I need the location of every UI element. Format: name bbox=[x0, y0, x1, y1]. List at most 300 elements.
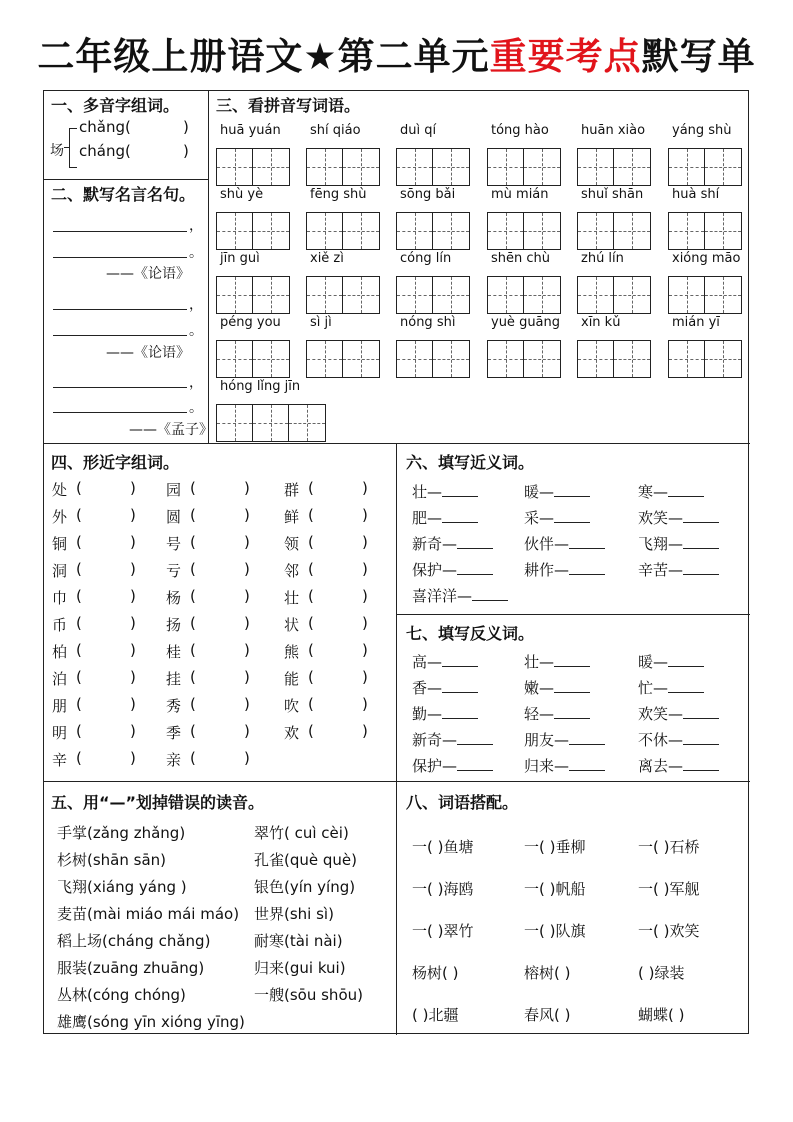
word-blank[interactable] bbox=[524, 533, 605, 554]
char-row[interactable] bbox=[52, 722, 162, 743]
char-row[interactable] bbox=[52, 668, 162, 689]
grid-cell[interactable] bbox=[343, 149, 379, 185]
char: 朋 bbox=[52, 697, 68, 715]
grid-cell[interactable] bbox=[669, 277, 705, 313]
char: 亲 bbox=[166, 751, 182, 769]
grid-cell[interactable] bbox=[397, 277, 433, 313]
answer-blank[interactable] bbox=[442, 679, 478, 693]
char-row[interactable] bbox=[284, 587, 394, 608]
section-title: 八、词语搭配。 bbox=[406, 793, 519, 812]
word-blank[interactable] bbox=[412, 651, 478, 672]
grid-cell[interactable] bbox=[705, 277, 741, 313]
writing-grid[interactable] bbox=[216, 276, 290, 314]
match-item[interactable]: 一( )队旗 bbox=[524, 922, 586, 940]
reading-choice[interactable]: 手掌(zǎng zhǎng) bbox=[57, 824, 186, 842]
grid-cell[interactable] bbox=[578, 213, 614, 249]
answer-blank[interactable] bbox=[442, 653, 478, 667]
grid-cell[interactable] bbox=[488, 341, 524, 377]
char-row[interactable] bbox=[52, 533, 162, 554]
grid-cell[interactable] bbox=[253, 405, 289, 441]
punctuation: 。 bbox=[189, 245, 203, 261]
match-item[interactable]: 一( )帆船 bbox=[524, 880, 586, 898]
reading-choice[interactable]: 雄鹰(sóng yīn xióng yīng) bbox=[57, 1013, 245, 1031]
section-title: 三、看拼音写词语。 bbox=[216, 96, 361, 115]
answer-blank[interactable] bbox=[442, 509, 478, 523]
pinyin-label: yuè guāng bbox=[491, 315, 561, 330]
grid-cell[interactable] bbox=[669, 213, 705, 249]
reading-row[interactable]: cháng( ) bbox=[79, 142, 189, 160]
writing-grid[interactable] bbox=[487, 148, 561, 186]
grid-cell[interactable] bbox=[614, 341, 650, 377]
grid-cell[interactable] bbox=[524, 277, 560, 313]
char-row[interactable] bbox=[52, 587, 162, 608]
answer-line[interactable] bbox=[53, 335, 187, 336]
answer-line[interactable] bbox=[53, 412, 187, 413]
char: 币 bbox=[52, 616, 68, 634]
word-blank[interactable] bbox=[412, 703, 478, 724]
writing-grid[interactable] bbox=[577, 212, 651, 250]
word-blank[interactable] bbox=[524, 677, 590, 698]
answer-blank[interactable] bbox=[569, 731, 605, 745]
answer-blank[interactable] bbox=[554, 483, 590, 497]
divider bbox=[396, 443, 397, 1035]
grid-cell[interactable] bbox=[343, 213, 379, 249]
grid-cell[interactable] bbox=[705, 213, 741, 249]
grid-cell[interactable] bbox=[578, 341, 614, 377]
word: 保护— bbox=[412, 757, 458, 775]
match-item[interactable]: ( )北疆 bbox=[412, 1006, 459, 1024]
grid-cell[interactable] bbox=[433, 277, 469, 313]
reading-choice[interactable]: 杉树(shān sān) bbox=[57, 851, 167, 869]
open-paren: ( bbox=[76, 479, 82, 497]
char-row[interactable] bbox=[284, 722, 394, 743]
writing-grid[interactable] bbox=[306, 148, 380, 186]
word: 高— bbox=[412, 653, 443, 671]
open-paren: ( bbox=[190, 614, 196, 632]
char-row[interactable] bbox=[52, 695, 162, 716]
grid-cell[interactable] bbox=[578, 149, 614, 185]
answer-blank[interactable] bbox=[683, 731, 719, 745]
reading-choice[interactable]: 归来(gui kui) bbox=[254, 959, 346, 977]
char-row[interactable] bbox=[166, 749, 276, 770]
grid-cell[interactable] bbox=[488, 149, 524, 185]
section-similar-chars bbox=[51, 452, 179, 474]
grid-cell[interactable] bbox=[488, 277, 524, 313]
word-blank[interactable] bbox=[524, 481, 590, 502]
answer-blank[interactable] bbox=[457, 731, 493, 745]
word-blank[interactable] bbox=[412, 533, 493, 554]
grid-cell[interactable] bbox=[705, 341, 741, 377]
grid-cell[interactable] bbox=[217, 341, 253, 377]
word-blank[interactable] bbox=[412, 481, 478, 502]
reading-row[interactable]: chǎng( ) bbox=[79, 118, 189, 136]
close-paren: ) bbox=[244, 722, 250, 740]
word: 喜洋洋— bbox=[412, 587, 473, 605]
grid-cell[interactable] bbox=[488, 213, 524, 249]
answer-blank[interactable] bbox=[683, 757, 719, 771]
reading-choice[interactable]: 飞翔(xiáng yáng ) bbox=[57, 878, 187, 896]
grid-cell[interactable] bbox=[307, 149, 343, 185]
answer-blank[interactable] bbox=[554, 679, 590, 693]
answer-blank[interactable] bbox=[683, 705, 719, 719]
char-row[interactable] bbox=[284, 695, 394, 716]
char: 外 bbox=[52, 508, 68, 526]
word: 保护— bbox=[412, 561, 458, 579]
writing-grid[interactable] bbox=[668, 340, 742, 378]
match-item[interactable]: 一( )鱼塘 bbox=[412, 838, 474, 856]
char-row[interactable] bbox=[166, 695, 276, 716]
answer-blank[interactable] bbox=[569, 535, 605, 549]
word: 嫩— bbox=[524, 679, 555, 697]
section-word-match bbox=[406, 792, 518, 814]
word-blank[interactable] bbox=[524, 651, 590, 672]
section-synonyms bbox=[406, 452, 534, 474]
char: 辛 bbox=[52, 751, 68, 769]
writing-grid[interactable] bbox=[577, 276, 651, 314]
section-title: 一、多音字组词。 bbox=[51, 96, 180, 115]
close-paren: ) bbox=[244, 668, 250, 686]
char-row[interactable] bbox=[52, 479, 162, 500]
writing-grid[interactable] bbox=[396, 212, 470, 250]
match-item[interactable]: 蝴蝶( ) bbox=[638, 1006, 685, 1024]
writing-grid[interactable] bbox=[216, 404, 326, 442]
char-row[interactable] bbox=[284, 560, 394, 581]
pinyin-label: cóng lín bbox=[400, 251, 452, 266]
word-blank[interactable] bbox=[524, 755, 605, 776]
match-item[interactable]: 一( )军舰 bbox=[638, 880, 700, 898]
polyphonic-char: 场 bbox=[50, 143, 64, 159]
writing-grid[interactable] bbox=[396, 276, 470, 314]
grid-cell[interactable] bbox=[253, 149, 289, 185]
word-blank[interactable] bbox=[638, 507, 719, 528]
word: 离去— bbox=[638, 757, 684, 775]
close-paren: ) bbox=[130, 587, 136, 605]
pinyin-label: yáng shù bbox=[672, 123, 732, 138]
answer-line[interactable] bbox=[53, 309, 187, 310]
char: 巾 bbox=[52, 589, 68, 607]
word-blank[interactable] bbox=[524, 703, 590, 724]
grid-cell[interactable] bbox=[669, 149, 705, 185]
open-paren: ( bbox=[190, 533, 196, 551]
char-row[interactable] bbox=[166, 641, 276, 662]
answer-line[interactable] bbox=[53, 231, 187, 232]
match-item[interactable]: 一( )欢笑 bbox=[638, 922, 700, 940]
word-blank[interactable] bbox=[412, 755, 493, 776]
char-row[interactable] bbox=[166, 722, 276, 743]
grid-cell[interactable] bbox=[397, 213, 433, 249]
grid-cell[interactable] bbox=[614, 213, 650, 249]
grid-cell[interactable] bbox=[289, 405, 325, 441]
char-row[interactable] bbox=[52, 641, 162, 662]
close-paren: ) bbox=[362, 506, 368, 524]
pinyin-label: shēn chù bbox=[491, 251, 551, 266]
grid-cell[interactable] bbox=[433, 213, 469, 249]
answer-blank[interactable] bbox=[683, 561, 719, 575]
grid-cell[interactable] bbox=[524, 213, 560, 249]
punctuation: ， bbox=[189, 218, 203, 234]
word: 勤— bbox=[412, 705, 443, 723]
word-blank[interactable] bbox=[638, 729, 719, 750]
match-item[interactable]: 一( )石桥 bbox=[638, 838, 700, 856]
close-paren: ) bbox=[362, 614, 368, 632]
grid-cell[interactable] bbox=[253, 341, 289, 377]
writing-grid[interactable] bbox=[306, 276, 380, 314]
char-row[interactable] bbox=[166, 668, 276, 689]
writing-grid[interactable] bbox=[396, 148, 470, 186]
pinyin-label: zhú lín bbox=[581, 251, 624, 266]
open-paren: ( bbox=[190, 506, 196, 524]
word: 归来— bbox=[524, 757, 570, 775]
word-blank[interactable] bbox=[524, 559, 605, 580]
section-strike-wrong bbox=[51, 792, 264, 814]
divider bbox=[44, 179, 209, 180]
reading-choice[interactable]: 世界(shi sì) bbox=[254, 905, 334, 923]
pinyin-label: hóng lǐng jīn bbox=[220, 379, 301, 394]
answer-blank[interactable] bbox=[683, 535, 719, 549]
grid-cell[interactable] bbox=[614, 277, 650, 313]
char: 圆 bbox=[166, 508, 182, 526]
char-row[interactable] bbox=[52, 506, 162, 527]
writing-grid[interactable] bbox=[216, 212, 290, 250]
char-row[interactable] bbox=[284, 479, 394, 500]
grid-cell[interactable] bbox=[524, 149, 560, 185]
open-paren: ( bbox=[190, 749, 196, 767]
close-paren: ) bbox=[130, 533, 136, 551]
writing-grid[interactable] bbox=[487, 276, 561, 314]
writing-grid[interactable] bbox=[577, 340, 651, 378]
writing-grid[interactable] bbox=[577, 148, 651, 186]
open-paren: ( bbox=[308, 722, 314, 740]
page-title: 二年级上册语文★第二单元重要考点默写单 bbox=[37, 35, 756, 78]
grid-cell[interactable] bbox=[217, 405, 253, 441]
pinyin-label: sōng bǎi bbox=[400, 187, 456, 202]
word: 暖— bbox=[638, 653, 669, 671]
open-paren: ( bbox=[308, 614, 314, 632]
grid-cell[interactable] bbox=[524, 341, 560, 377]
reading-choice[interactable]: 银色(yín yíng) bbox=[254, 878, 356, 896]
close-paren: ) bbox=[244, 641, 250, 659]
pinyin-label: shuǐ shān bbox=[581, 187, 644, 202]
char-row[interactable] bbox=[52, 560, 162, 581]
pinyin-label: shí qiáo bbox=[310, 123, 361, 138]
grid-cell[interactable] bbox=[343, 277, 379, 313]
char: 能 bbox=[284, 670, 300, 688]
word: 新奇— bbox=[412, 731, 458, 749]
answer-line[interactable] bbox=[53, 387, 187, 388]
close-paren: ) bbox=[130, 560, 136, 578]
word-blank[interactable] bbox=[638, 481, 704, 502]
writing-grid[interactable] bbox=[487, 340, 561, 378]
word-blank[interactable] bbox=[638, 755, 719, 776]
char: 扬 bbox=[166, 616, 182, 634]
char: 处 bbox=[52, 481, 68, 499]
answer-blank[interactable] bbox=[554, 653, 590, 667]
close-paren: ) bbox=[244, 560, 250, 578]
match-item[interactable]: 春风( ) bbox=[524, 1006, 571, 1024]
close-paren: ) bbox=[130, 668, 136, 686]
close-paren: ) bbox=[244, 614, 250, 632]
writing-grid[interactable] bbox=[668, 212, 742, 250]
open-paren: ( bbox=[308, 506, 314, 524]
grid-cell[interactable] bbox=[578, 277, 614, 313]
reading-choice[interactable]: 稻上场(cháng chǎng) bbox=[57, 932, 211, 950]
word-blank[interactable] bbox=[412, 559, 493, 580]
grid-cell[interactable] bbox=[397, 149, 433, 185]
reading-choice[interactable]: 麦苗(mài miáo mái máo) bbox=[57, 905, 240, 923]
divider bbox=[44, 781, 750, 782]
reading-choice[interactable]: 服装(zuāng zhuāng) bbox=[57, 959, 205, 977]
grid-cell[interactable] bbox=[397, 341, 433, 377]
char-row[interactable] bbox=[284, 668, 394, 689]
open-paren: ( bbox=[308, 533, 314, 551]
answer-blank[interactable] bbox=[457, 535, 493, 549]
grid-cell[interactable] bbox=[433, 149, 469, 185]
match-item[interactable]: ( )绿装 bbox=[638, 964, 685, 982]
section-title: 六、填写近义词。 bbox=[406, 453, 535, 472]
char: 壮 bbox=[284, 589, 300, 607]
char-row[interactable] bbox=[52, 749, 162, 770]
char-row[interactable] bbox=[166, 560, 276, 581]
divider bbox=[396, 614, 750, 615]
answer-blank[interactable] bbox=[442, 705, 478, 719]
match-item[interactable]: 杨树( ) bbox=[412, 964, 459, 982]
pinyin-label: sì jì bbox=[310, 315, 332, 330]
close-paren: ) bbox=[362, 560, 368, 578]
word: 伙伴— bbox=[524, 535, 570, 553]
reading-choice[interactable]: 丛林(cóng chóng) bbox=[57, 986, 186, 1004]
word-blank[interactable] bbox=[412, 677, 478, 698]
word-blank[interactable] bbox=[524, 729, 605, 750]
word: 采— bbox=[524, 509, 555, 527]
answer-blank[interactable] bbox=[668, 483, 704, 497]
char-row[interactable] bbox=[166, 614, 276, 635]
match-item[interactable]: 榕树( ) bbox=[524, 964, 571, 982]
word: 辛苦— bbox=[638, 561, 684, 579]
word-blank[interactable] bbox=[524, 507, 590, 528]
word: 不休— bbox=[638, 731, 684, 749]
section-pinyin-writing bbox=[216, 95, 360, 117]
char: 欢 bbox=[284, 724, 300, 742]
reading-choice[interactable]: 耐寒(tài nài) bbox=[254, 932, 343, 950]
grid-cell[interactable] bbox=[307, 277, 343, 313]
word: 轻— bbox=[524, 705, 555, 723]
char-row[interactable] bbox=[166, 533, 276, 554]
answer-blank[interactable] bbox=[668, 679, 704, 693]
open-paren: ( bbox=[76, 641, 82, 659]
close-paren: ) bbox=[130, 506, 136, 524]
grid-cell[interactable] bbox=[253, 277, 289, 313]
answer-blank[interactable] bbox=[457, 757, 493, 771]
grid-cell[interactable] bbox=[307, 213, 343, 249]
writing-grid[interactable] bbox=[306, 212, 380, 250]
grid-cell[interactable] bbox=[307, 341, 343, 377]
answer-blank[interactable] bbox=[554, 705, 590, 719]
close-paren: ) bbox=[130, 479, 136, 497]
answer-blank[interactable] bbox=[569, 561, 605, 575]
word-blank[interactable] bbox=[638, 677, 704, 698]
char-row[interactable] bbox=[284, 506, 394, 527]
grid-cell[interactable] bbox=[253, 213, 289, 249]
writing-grid[interactable] bbox=[668, 276, 742, 314]
pinyin-label: xiě zì bbox=[310, 251, 344, 266]
section-title: 五、用“—”划掉错误的读音。 bbox=[51, 793, 265, 812]
grid-cell[interactable] bbox=[614, 149, 650, 185]
section-title: 四、形近字组词。 bbox=[51, 453, 180, 472]
reading-choice[interactable]: 一艘(sōu shōu) bbox=[254, 986, 363, 1004]
word-blank[interactable] bbox=[412, 585, 508, 606]
writing-grid[interactable] bbox=[216, 148, 290, 186]
grid-cell[interactable] bbox=[217, 277, 253, 313]
grid-cell[interactable] bbox=[433, 341, 469, 377]
word-blank[interactable] bbox=[638, 559, 719, 580]
match-item[interactable]: 一( )海鸥 bbox=[412, 880, 474, 898]
char-row[interactable] bbox=[52, 614, 162, 635]
answer-blank[interactable] bbox=[457, 561, 493, 575]
writing-grid[interactable] bbox=[216, 340, 290, 378]
writing-grid[interactable] bbox=[396, 340, 470, 378]
word: 忙— bbox=[638, 679, 669, 697]
open-paren: ( bbox=[76, 695, 82, 713]
char-row[interactable] bbox=[166, 587, 276, 608]
word-blank[interactable] bbox=[638, 533, 719, 554]
writing-grid[interactable] bbox=[668, 148, 742, 186]
word-blank[interactable] bbox=[638, 703, 719, 724]
grid-cell[interactable] bbox=[705, 149, 741, 185]
match-item[interactable]: 一( )翠竹 bbox=[412, 922, 474, 940]
char-row[interactable] bbox=[166, 506, 276, 527]
open-paren: ( bbox=[308, 695, 314, 713]
word: 暖— bbox=[524, 483, 555, 501]
word-blank[interactable] bbox=[412, 729, 493, 750]
close-paren: ) bbox=[244, 695, 250, 713]
word-blank[interactable] bbox=[638, 651, 704, 672]
brace-icon bbox=[69, 128, 77, 168]
open-paren: ( bbox=[190, 587, 196, 605]
char-row[interactable] bbox=[284, 641, 394, 662]
writing-grid[interactable] bbox=[487, 212, 561, 250]
char-row[interactable] bbox=[284, 614, 394, 635]
word-blank[interactable] bbox=[412, 507, 478, 528]
char-row[interactable] bbox=[284, 533, 394, 554]
grid-cell[interactable] bbox=[669, 341, 705, 377]
word: 壮— bbox=[412, 483, 443, 501]
grid-cell[interactable] bbox=[217, 149, 253, 185]
reading-choice[interactable]: 孔雀(què què) bbox=[254, 851, 357, 869]
grid-cell[interactable] bbox=[343, 341, 379, 377]
char: 明 bbox=[52, 724, 68, 742]
writing-grid[interactable] bbox=[306, 340, 380, 378]
pinyin-label: duì qí bbox=[400, 123, 437, 138]
answer-blank[interactable] bbox=[442, 483, 478, 497]
divider bbox=[44, 443, 750, 444]
pinyin-label: nóng shì bbox=[400, 315, 456, 330]
answer-blank[interactable] bbox=[472, 587, 508, 601]
answer-blank[interactable] bbox=[683, 509, 719, 523]
grid-cell[interactable] bbox=[217, 213, 253, 249]
answer-blank[interactable] bbox=[668, 653, 704, 667]
close-paren: ) bbox=[130, 614, 136, 632]
reading-choice[interactable]: 翠竹( cuì cèi) bbox=[254, 824, 349, 842]
answer-line[interactable] bbox=[53, 257, 187, 258]
pinyin-label: huà shí bbox=[672, 187, 720, 202]
open-paren: ( bbox=[190, 641, 196, 659]
char-row[interactable] bbox=[166, 479, 276, 500]
answer-blank[interactable] bbox=[569, 757, 605, 771]
close-paren: ) bbox=[244, 587, 250, 605]
answer-blank[interactable] bbox=[554, 509, 590, 523]
match-item[interactable]: 一( )垂柳 bbox=[524, 838, 586, 856]
char: 铜 bbox=[52, 535, 68, 553]
